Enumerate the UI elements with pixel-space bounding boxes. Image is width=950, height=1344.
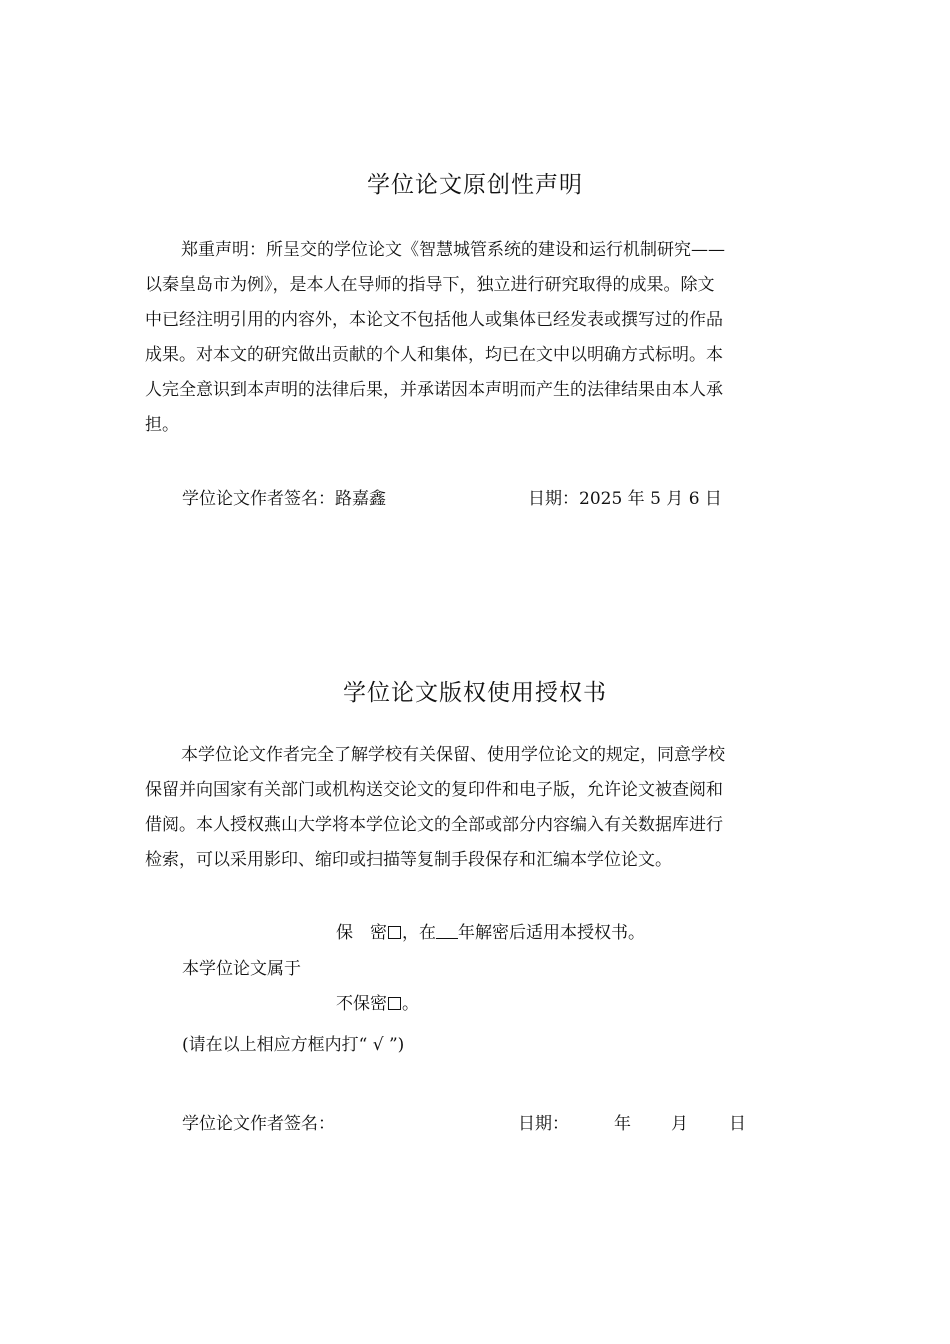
authorization-signature: 学位论文作者签名： (182, 1114, 335, 1134)
secret-suffix-2: 年解密后适用本授权书。 (458, 923, 645, 943)
declaration-signature: 学位论文作者签名：路嘉鑫 (182, 489, 386, 509)
secret-suffix-1: ，在 (402, 923, 436, 943)
declaration-body (145, 233, 795, 443)
declaration-date: 日期：2025 年 5 月 6 日 (528, 489, 722, 509)
authorization-body (145, 738, 795, 878)
authorization-line: 借阅。本人授权燕山大学将本学位论文的全部或部分内容编入有关数据库进行 (145, 815, 723, 835)
not-secret-label: 不保密 (336, 994, 387, 1014)
authorization-year-label: 年 (614, 1114, 631, 1134)
declaration-line: 以秦皇岛市为例》，是本人在导师的指导下，独立进行研究取得的成果。除文 (145, 275, 715, 295)
declaration-line: 郑重声明：所呈交的学位论文《智慧城管系统的建设和运行机制研究—— (181, 240, 725, 260)
authorization-line: 保留并向国家有关部门或机构送交论文的复印件和电子版，允许论文被查阅和 (145, 780, 723, 800)
declaration-line: 中已经注明引用的内容外，本论文不包括他人或集体已经发表或撰写过的作品 (145, 310, 723, 330)
declaration-line: 成果。对本文的研究做出贡献的个人和集体，均已在文中以明确方式标明。本 (145, 345, 723, 365)
authorization-month-label: 月 (671, 1114, 688, 1134)
authorization-day-label: 日 (729, 1114, 746, 1134)
belongs-label: 本学位论文属于 (182, 959, 301, 979)
authorization-date-label: 日期： (518, 1114, 569, 1134)
not-secret-suffix: 。 (402, 994, 419, 1014)
declaration-line: 人完全意识到本声明的法律后果，并承诺因本声明而产生的法律结果由本人承 (145, 380, 723, 400)
secret-option (336, 918, 645, 943)
year-blank[interactable] (436, 924, 458, 939)
authorization-line: 检索，可以采用影印、缩印或扫描等复制手段保存和汇编本学位论文。 (145, 850, 672, 870)
authorization-title: 学位论文版权使用授权书 (343, 680, 607, 706)
declaration-title: 学位论文原创性声明 (367, 172, 583, 198)
checkbox-instruction: (请在以上相应方框内打“ √ ”) (182, 1035, 405, 1055)
not-secret-option (336, 989, 419, 1014)
secret-checkbox[interactable] (388, 926, 401, 939)
declaration-line: 担。 (145, 415, 179, 435)
authorization-line: 本学位论文作者完全了解学校有关保留、使用学位论文的规定，同意学校 (181, 745, 725, 765)
not-secret-checkbox[interactable] (388, 997, 401, 1010)
secret-label: 保 密 (336, 923, 387, 943)
